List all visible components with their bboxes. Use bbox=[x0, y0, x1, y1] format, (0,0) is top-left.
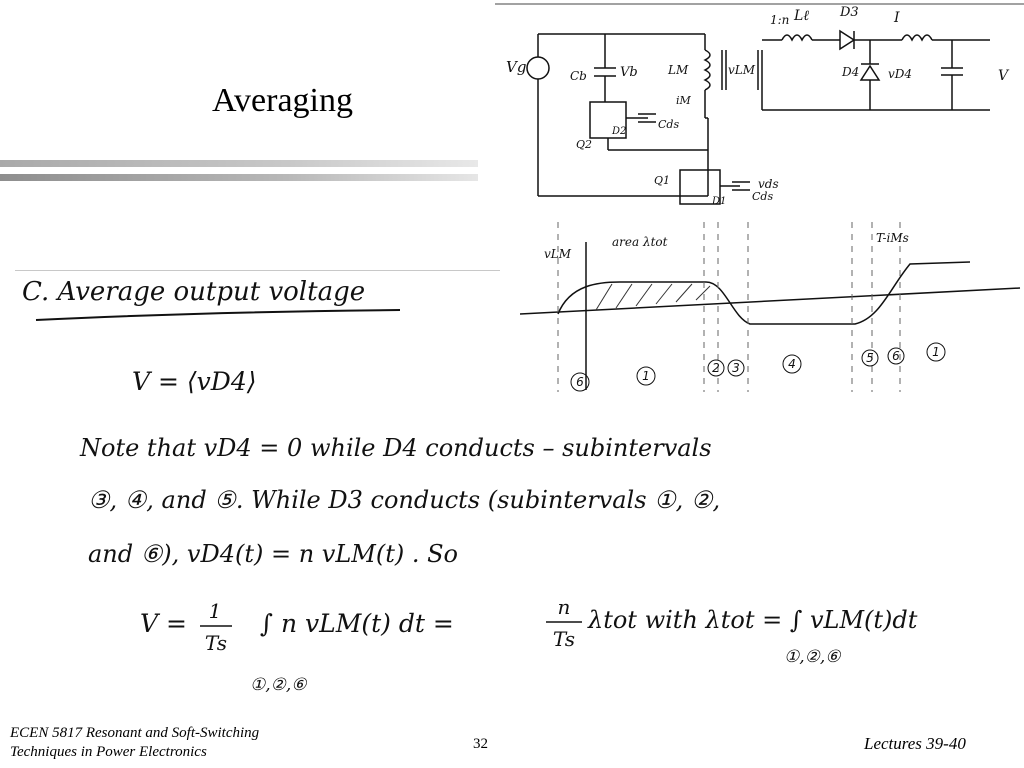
eq-subscript-intervals-2: ①,②,⑥ bbox=[784, 647, 841, 667]
label-turns-ratio: 1:n bbox=[770, 13, 790, 27]
notes-line-note: Note that vD4 = 0 while D4 conducts – subintervals bbox=[80, 434, 712, 462]
label-vg: Vg bbox=[506, 58, 527, 76]
interval-marker: 6 bbox=[892, 349, 900, 363]
interval-marker: 1 bbox=[932, 345, 940, 359]
label-cb: Cb bbox=[570, 69, 587, 83]
label-cds-q1: Cds bbox=[752, 190, 774, 203]
eq-lambda: λtot with λtot = ∫ vLM(t)dt bbox=[588, 606, 918, 634]
interval-marker: 3 bbox=[732, 361, 740, 375]
eq-subscript-intervals-1: ①,②,⑥ bbox=[250, 675, 307, 695]
slide-title: Averaging bbox=[212, 82, 353, 119]
label-vb: Vb bbox=[620, 65, 638, 80]
label-q1: Q1 bbox=[654, 174, 671, 187]
label-cds-q2: Cds bbox=[658, 118, 680, 131]
label-im: iM bbox=[676, 94, 691, 107]
interval-marker: 6 bbox=[576, 375, 584, 389]
interval-marker: 4 bbox=[788, 357, 796, 371]
notes-heading: C. Average output voltage bbox=[22, 277, 366, 307]
title-underline-bar-bottom bbox=[0, 174, 478, 181]
eq-denominator-ts2: Ts bbox=[552, 627, 576, 651]
footer-course-line2: Techniques in Power Electronics bbox=[10, 744, 207, 760]
handwritten-notes bbox=[0, 270, 930, 710]
label-d3: D3 bbox=[840, 5, 859, 20]
label-d4: D4 bbox=[842, 65, 860, 79]
footer-course-line1: ECEN 5817 Resonant and Soft-Switching bbox=[10, 725, 260, 741]
page-number: 32 bbox=[473, 736, 488, 752]
eq-numerator-n: n bbox=[557, 595, 571, 619]
footer-course-title bbox=[10, 724, 259, 762]
interval-marker: 1 bbox=[642, 369, 650, 383]
waveform-period-label: T-iMs bbox=[876, 231, 909, 245]
label-vd4: vD4 bbox=[888, 67, 913, 81]
footer-lecture: Lectures 39-40 bbox=[864, 734, 966, 753]
waveform-area-label: area λtot bbox=[612, 235, 668, 249]
waveform-axis-label: vLM bbox=[544, 247, 572, 261]
label-lm: LM bbox=[668, 63, 689, 77]
label-d1: D1 bbox=[712, 196, 727, 207]
interval-marker: 5 bbox=[866, 351, 874, 365]
notes-line-subintervals: ③, ④, and ⑤. While D3 conducts (subintervals ①, ②, bbox=[88, 486, 721, 514]
label-q2: Q2 bbox=[576, 138, 593, 151]
label-d2: D2 bbox=[612, 126, 627, 137]
eq-denominator-ts: Ts bbox=[204, 631, 228, 655]
label-vds: vds bbox=[758, 177, 779, 191]
notes-line-average: V = ⟨vD4⟩ bbox=[132, 367, 257, 396]
eq-numerator-1: 1 bbox=[208, 599, 222, 623]
circuit-diagram bbox=[490, 0, 1024, 215]
label-output-v: V bbox=[998, 68, 1009, 84]
label-vlm: vLM bbox=[728, 63, 756, 77]
notes-line-and: and ⑥), vD4(t) = n vLM(t) . So bbox=[88, 540, 459, 568]
eq-integral: ∫ n vLM(t) dt = bbox=[260, 609, 454, 638]
eq-v: V = bbox=[140, 609, 187, 638]
label-current-i: I bbox=[894, 10, 900, 26]
title-underline-bar-top bbox=[0, 160, 478, 167]
interval-marker: 2 bbox=[712, 361, 720, 375]
label-ll: Lℓ bbox=[794, 8, 810, 24]
